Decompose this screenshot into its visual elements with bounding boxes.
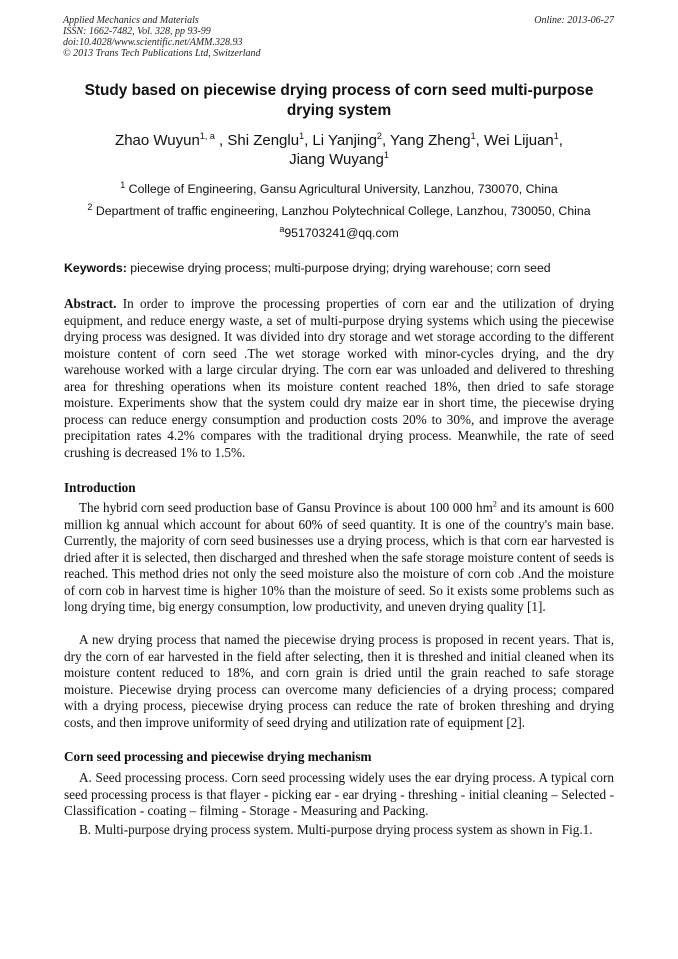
keywords-text: piecewise drying process; multi-purpose drying; drying warehouse; corn seed <box>126 261 551 275</box>
issn-line: ISSN: 1662-7482, Vol. 328, pp 93-99 <box>63 26 211 37</box>
author-name: Shi Zenglu <box>227 132 300 149</box>
mechanism-paragraph-a: A. Seed processing process. Corn seed processing widely uses the ear drying process. A typical corn seed processing process is that flayer - picking ear - ear drying - threshing - initial cleaning – Selected - Classification - coating – filming - Storage - Measuring and Packing. <box>64 770 614 818</box>
author-sup: 1 <box>299 131 305 141</box>
mechanism-heading: Corn seed processing and piecewise drying mechanism <box>64 749 372 764</box>
abstract-label: Abstract. <box>64 296 117 311</box>
keywords-label: Keywords: <box>64 261 127 275</box>
author-name: Jiang Wuyang <box>289 151 384 168</box>
doi-line: doi:10.4028/www.scientific.net/AMM.328.93 <box>63 37 243 48</box>
abstract-text: In order to improve the processing properties of corn ear and the utilization of drying equipment, and reduce energy waste, a set of multi-purpose drying systems which using the piecewise drying process was designed. It was divided into dry storage and wet storage according to the different moisture content of corn seed .The wet storage worked with minor-cycles drying, and the dry warehouse worked with a large circular drying. The corn ear was unloaded and delivered to threshing area for threshing operations when its moisture content reached 18%, then dried to safe storage moisture. Experiments show that the system could dry maize ear in short time, the piecewise drying process can reduce energy consumption and production costs 20% to 30%, and improve the average precipitation rates 4.2% compares with the traditional drying process. Meanwhile, the rate of seed crushing is decreased 1% to 1.5%. <box>64 296 614 460</box>
copyright-line: © 2013 Trans Tech Publications Ltd, Switzerland <box>63 48 261 59</box>
author-sup: 1 <box>383 150 389 160</box>
affiliation-2: $^2$ Department of traffic engineering, Lanzhou Polytechnical College, Lanzhou, 730050, China <box>87 201 591 218</box>
introduction-paragraph-1: The hybrid corn seed production base of Gansu Province is about 100 000 $hm^2$ and its amount is 600 million kg annual which account for about 60% of seed quantity. It is one of the country's main base. Currently, the majority of corn seed businesses use a drying process, which is that corn ear harvested is dried after it is selected, then discharged and threshed when the safe storage moisture content of seeds is reached. This method dries not only the seed moisture also the moisture of corn cob .And the moisture of corn cob in harvest time is higher 10% than the moisture of seed. So it exists some problems such as long drying time, big energy consumption, low productivity, and uneven drying quality [1]. <box>64 499 615 614</box>
author-name: Li Yanjing <box>312 132 377 149</box>
author-sup: 1, a <box>199 131 215 141</box>
abstract <box>64 296 614 461</box>
affiliation-1: $^1$ College of Engineering, Gansu Agricultural University, Lanzhou, 730070, China <box>120 179 558 196</box>
journal-name: Applied Mechanics and Materials <box>63 15 199 26</box>
author-sup: 1 <box>470 131 476 141</box>
online-date: Online: 2013-06-27 <box>534 15 614 26</box>
introduction-heading: Introduction <box>64 480 136 495</box>
author-name: Wei Lijuan <box>484 132 554 149</box>
author-sup: 1 <box>553 131 559 141</box>
author-name: Zhao Wuyun <box>115 132 200 149</box>
author-name: Yang Zheng <box>390 132 471 149</box>
paper-title: Study based on piecewise drying process of corn seed multi-purpose drying system <box>84 82 594 119</box>
mechanism-paragraph-b: B. Multi-purpose drying process system. Multi-purpose drying process system as shown in Fig.1. <box>79 822 593 837</box>
page-header <box>63 15 614 59</box>
author-sup: 2 <box>376 131 382 141</box>
author-email[interactable]: $^a$951703241@qq.com <box>279 223 399 240</box>
author-list: Zhao Wuyun$^{1, a}$ , Shi Zenglu$^1$, Li Yanjing$^2$, Yang Zheng$^1$, Wei Lijuan$^1$, Jiang Wuyang$^1$ <box>115 131 563 168</box>
keywords <box>64 261 614 276</box>
introduction-paragraph-2: A new drying process that named the piecewise drying process is proposed in recent years. That is, dry the corn of ear harvested in the field after selecting, then it is threshed and initial cleaned when its moisture content reduced to 18%, and corn grain is dried until the grain reached to safe storage moisture. Piecewise drying process can overcome many deficiencies of a drying process; compared with a drying process, piecewise drying process can reduce the rate of broken threshing and drying costs, and then improve uniformity of seed drying and utilization rate of equipment [2]. <box>64 632 614 730</box>
